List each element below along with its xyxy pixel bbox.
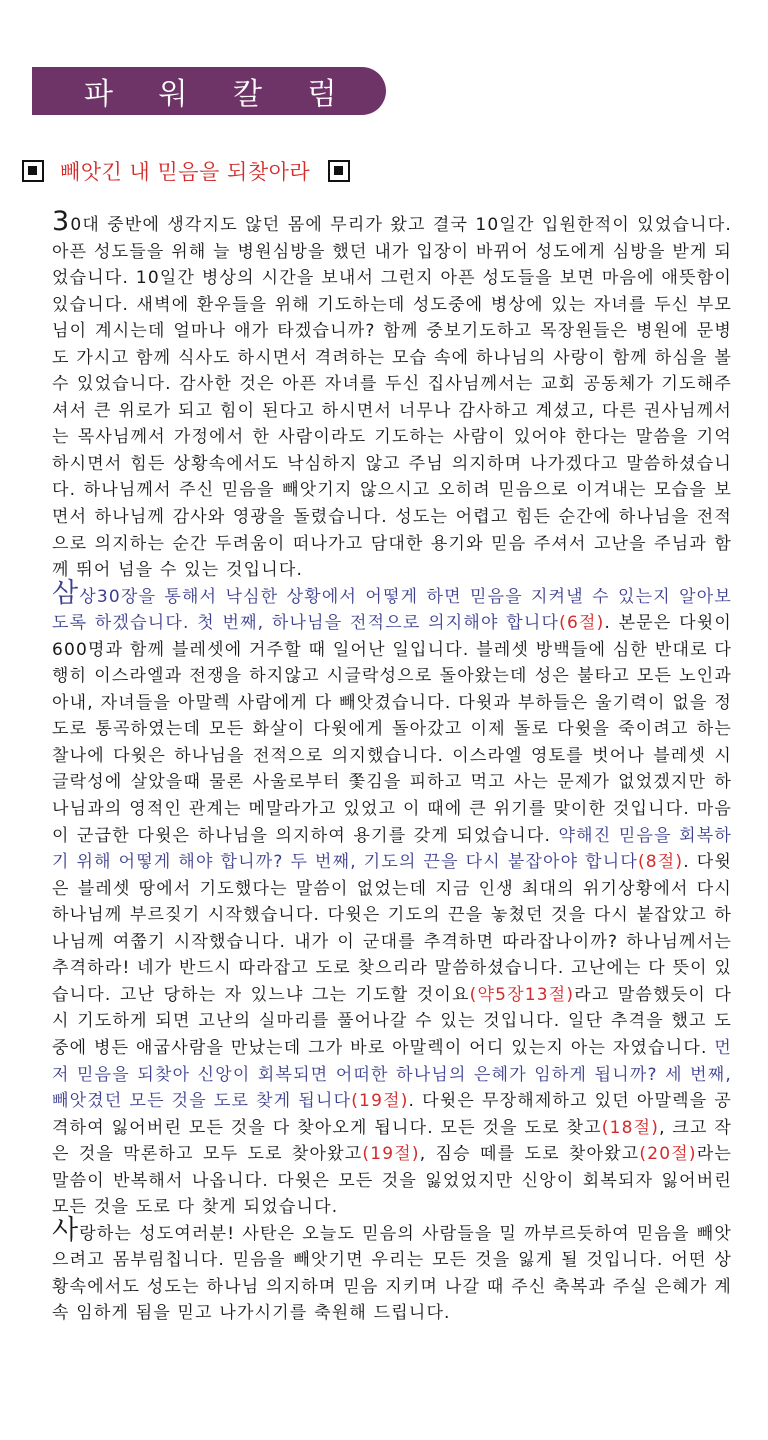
paragraph-text: , 크고 작은 것을 막론하고 모두 도로 찾아왔고 (52, 1117, 732, 1165)
verse-reference: (19절) (362, 1144, 420, 1165)
paragraph-text: 0대 중반에 생각지도 않던 몸에 무리가 왔고 결국 10일간 입원한적이 있었습니다. 아픈 성도들을 위해 늘 병원심방을 했던 내가 입장이 바뀌어 성도에게 심방을 받게 되었습니다. 10일간 병상의 시간을 보내서 그런지 아픈 성도들을 보면 마음에 애뜻함이 있습니다. 새벽에 환우들을 위해 기도하는데 성도중에 병상에 있는 자녀를 두신 부모님이 계시는데 얼마나 애가 타겠습니까? 함께 중보기도하고 목장원들은 병원에 문병도 가시고 함께 식사도 하시면서 격려하는 모습 속에 하나님의 사랑이 함께 하심을 볼 수 있었습니다. 감사한 것은 아픈 자녀를 두신 집사님께서는 교회 공동체가 기도해주셔서 큰 위로가 되고 힘이 된다고 하시면서 너무나 감사하고 계셨고, 다른 권사님께서는 목사님께서 가정에서 한 사람이라도 기도하는 사람이 있어야 한다는 말씀을 기억하시면서 힘든 상황속에서도 낙심하지 않고 주님 의지하며 나가겠다고 말씀하셨습니다. 하나님께서 주신 믿음을 빼앗기지 않으시고 오히려 믿음으로 이겨내는 모습을 보면서 하나님께 감사와 영광을 돌렸습니다. 성도는 어렵고 힘든 순간에 하나님을 전적으로 의지하는 순간 두려움이 떠나가고 담대한 용기와 믿음 주셔서 고난을 주님과 함께 뛰어 넘을 수 있는 것입니다. (52, 215, 732, 581)
banner-title: 파 워 칼 럼 (84, 77, 355, 112)
column-banner (32, 67, 386, 115)
paragraph-text: 라고 말씀했듯이 다시 기도하게 되면 고난의 실마리를 풀어나갈 수 있는 것입니다. 일단 추격을 했고 도중에 병든 애굽사람을 만났는데 그가 바로 아말렉이 어디 있는지 아는 자였습니다. (52, 984, 732, 1058)
square-bullet-icon (328, 160, 350, 182)
square-bullet-icon (22, 160, 44, 182)
paragraph-2 (52, 577, 732, 1221)
paragraph-text: . 다윗은 블레셋 땅에서 기도했다는 말씀이 없었는데 지금 인생 최대의 위기상황에서 다시 하나님께 부르짖기 시작했습니다. 다윗은 기도의 끈을 놓쳤던 것을 다시 붙잡았고 하나님께 여쭙기 시작했습니다. 내가 이 군대를 추격하면 따라잡나이까? 하나님께서는 추격하라! 네가 반드시 따라잡고 도로 찾으리라 말씀하셨습니다. 고난에는 다 뜻이 있습니다. 고난 당하는 자 있느냐 그는 기도할 것이요 (52, 852, 732, 1005)
verse-reference: (20절) (639, 1144, 697, 1165)
drop-initial: 3 (52, 206, 71, 237)
paragraph-1 (52, 206, 732, 584)
highlight-text: 약해진 믿음을 회복하기 위해 어떻게 해야 합니까? 두 번째, 기도의 끈을 다시 붙잡아야 합니다 (52, 825, 732, 873)
paragraph-text: . 본문은 다윗이 600명과 함께 블레셋에 거주할 때 일어난 일입니다. 블레셋 방백들에 심한 반대로 다행히 이스라엘과 전쟁을 하지않고 시글락성으로 돌아왔는데 성은 불타고 모든 노인과 아내, 자녀들을 아말렉 사람에게 다 빼앗겼습니다. 다윗과 부하들은 울기력이 없을 정도로 통곡하였는데 모든 화살이 다윗에게 돌아갔고 이제 돌로 다윗을 죽이려고 하는 찰나에 다윗은 하나님을 전적으로 의지했습니다. 이스라엘 영토를 벗어나 블레셋 시글락성에 살았을때 물론 사울로부터 쫓김을 피하고 먹고 사는 문제가 없었겠지만 하나님과의 영적인 관계는 메말라가고 있었고 이 때에 큰 위기를 맞이한 것입니다. 마음이 군급한 다윗은 하나님을 의지하여 용기를 갖게 되었습니다. (52, 613, 732, 846)
paragraph-text: . 다윗은 무장해제하고 있던 아말렉을 공격하여 잃어버린 모든 것을 다 찾아오게 됩니다. 모든 것을 도로 찾고 (52, 1091, 732, 1138)
verse-reference: (19절) (351, 1091, 409, 1112)
verse-reference: (6절) (559, 613, 605, 634)
paragraph-text: , 짐승 떼를 도로 찾아왔고 (419, 1144, 640, 1165)
verse-reference: (8절) (637, 852, 684, 873)
paragraph-3 (52, 1214, 732, 1327)
verse-reference: (약5장13절) (469, 984, 575, 1005)
subtitle-row (22, 156, 350, 186)
article-title: 빼앗긴 내 믿음을 되찾아라 (60, 160, 311, 184)
highlight-text: 먼저 믿음을 되찾아 신앙이 회복되면 어떠한 하나님의 은혜가 임하게 됩니까? 세 번째, 빼앗겼던 모든 것을 도로 찾게 됩니다 (52, 1037, 732, 1112)
drop-initial: 삼 (52, 577, 80, 609)
article-body (52, 206, 732, 1327)
highlight-text: 상30장을 통해서 낙심한 상황에서 어떻게 하면 믿음을 지켜낼 수 있는지 알아보도록 하겠습니다. 첫 번째, 하나님을 전적으로 의지해야 합니다 (52, 586, 732, 634)
drop-initial: 사 (52, 1214, 80, 1246)
verse-reference: (18절) (601, 1117, 660, 1138)
paragraph-text: 랑하는 성도여러분! 사탄은 오늘도 믿음의 사람들을 밀 까부르듯하여 믿음을 빼앗으려고 몸부림칩니다. 믿음을 빼앗기면 우리는 모든 것을 잃게 될 것입니다. 어떤 상황속에서도 성도는 하나님 의지하며 믿음 지키며 나갈 때 주신 축복과 주실 은혜가 계속 임하게 됨을 믿고 나가시기를 축원해 드립니다. (52, 1223, 732, 1324)
paragraph-text: 라는 말씀이 반복해서 나옵니다. 다윗은 모든 것을 잃었었지만 신앙이 회복되자 잃어버린 모든 것을 도로 다 찾게 되었습니다. (52, 1144, 732, 1218)
